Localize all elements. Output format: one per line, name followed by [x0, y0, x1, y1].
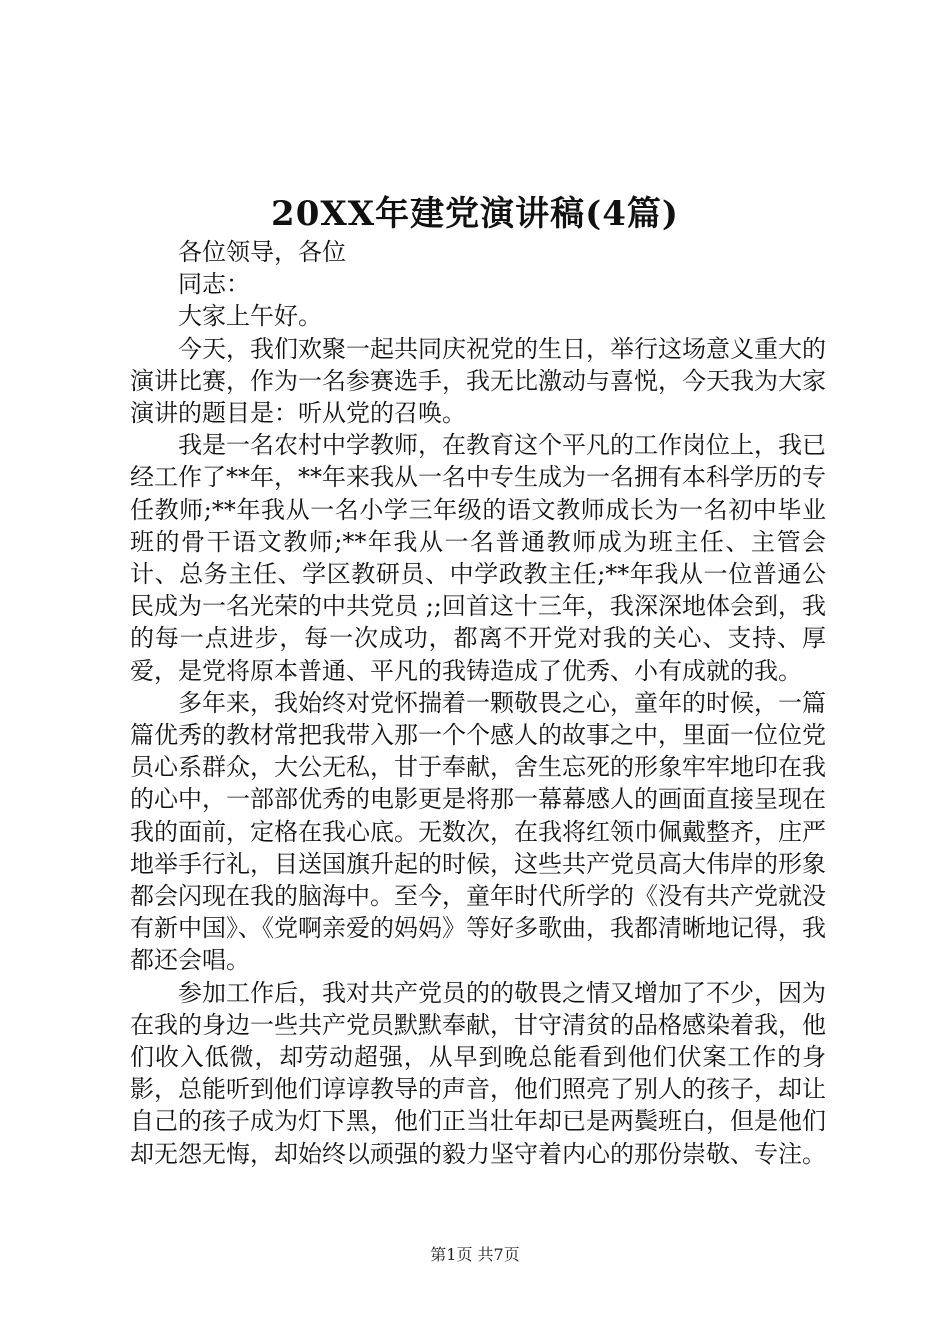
paragraph: 大家上午好。 — [178, 302, 322, 331]
paragraph: 参加工作后，我对共产党员的的敬畏之情又增加了不少，因为在我的身边一些共产党员默默奉献，甘守清贫的品格感染着我，他们收入低微，却劳动超强，从早到晚总能看到他们伏案工作的身影，总能听到他们谆谆教导的声音，他们照亮了别人的孩子，却让自己的孩子成为灯下黑，他们正当壮年却已是两鬓班白，但是他们却无怨无悔，却始终以顽强的毅力坚守着内心的那份崇敬、专注。 — [130, 978, 826, 1168]
document-title: 20XX年建党演讲稿(4篇) — [271, 194, 679, 234]
paragraph: 我是一名农村中学教师，在教育这个平凡的工作岗位上，我已经工作了**年，**年来我从一名中专生成为一名拥有本科学历的专任教师;**年我从一名小学三年级的语文教师成长为一名初中毕业班的骨干语文教师;**年我从一名普通教师成为班主任、主管会计、总务主任、学区教研员、中学政教主任;**年我从一位普通公民成为一名光荣的中共党员 ;;回首这十三年，我深深地体会到，我的每一点进步，每一次成功，都离不开党对我的关心、支持、厚爱，是党将原本普通、平凡的我铸造成了优秀、小有成就的我。 — [130, 431, 826, 685]
paragraph: 同志： — [178, 270, 250, 299]
paragraph: 今天，我们欢聚一起共同庆祝党的生日，举行这场意义重大的演讲比赛，作为一名参赛选手，我无比激动与喜悦，今天我为大家演讲的题目是：听从党的召唤。 — [130, 334, 826, 428]
paragraph: 各位领导，各位 — [178, 238, 346, 266]
page-footer: 第1页 共7页 — [430, 1245, 520, 1264]
paragraph: 多年来，我始终对党怀揣着一颗敬畏之心，童年的时候，一篇篇优秀的教材常把我带入那一个个感人的故事之中，里面一位位党员心系群众，大公无私，甘于奉献，舍生忘死的形象牢牢地印在我的心中，一部部优秀的电影更是将那一幕幕感人的画面直接呈现在我的面前，定格在我心底。无数次，在我将红领巾佩戴整齐，庄严地举手行礼，目送国旗升起的时候，这些共产党员高大伟岸的形象都会闪现在我的脑海中。至今，童年时代所学的《没有共产党就没有新中国》、《党啊亲爱的妈妈》等好多歌曲，我都清晰地记得，我都还会唱。 — [130, 688, 826, 975]
document-body — [130, 236, 826, 1170]
